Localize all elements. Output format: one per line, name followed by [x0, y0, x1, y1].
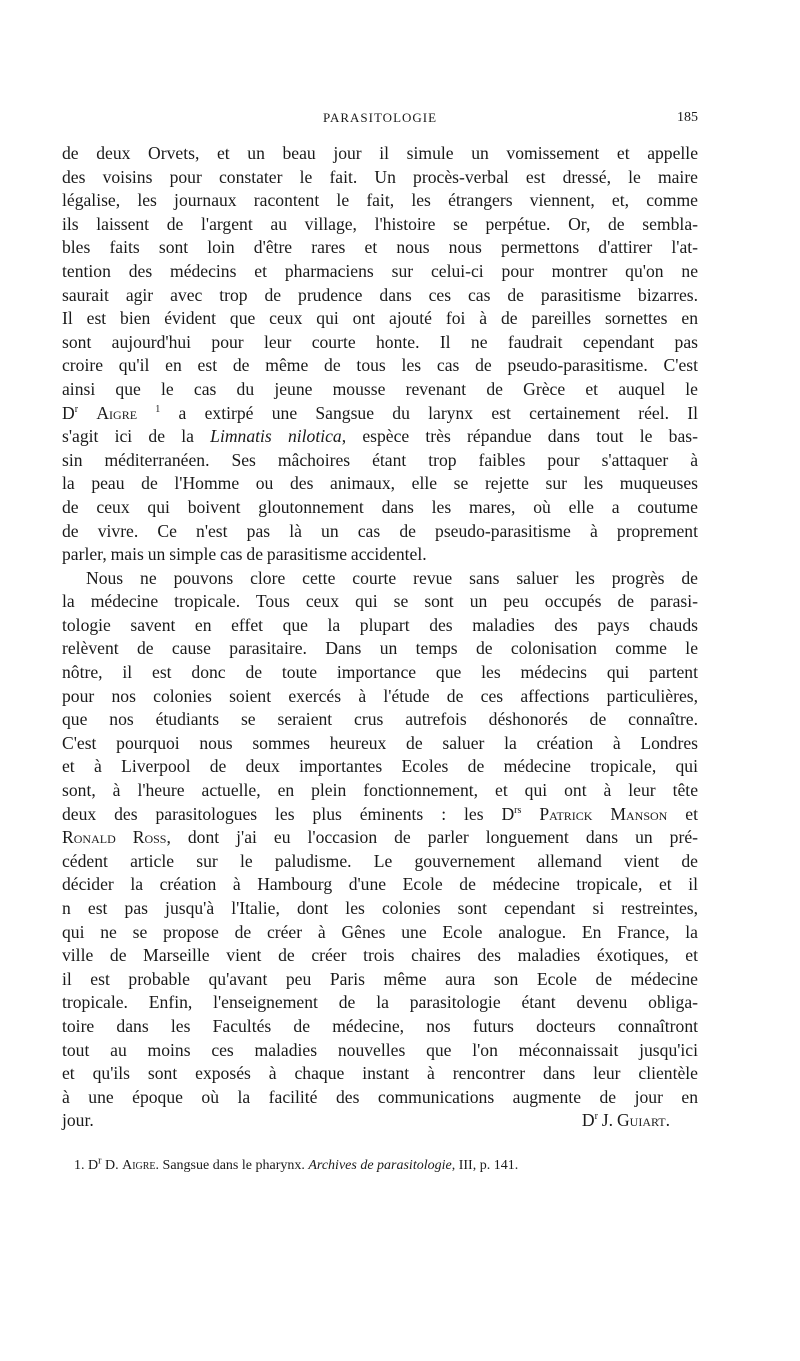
text-line: et qu'ils sont exposés à chaque instant à rencontrer dans leur clientèle	[62, 1063, 698, 1084]
text-line: la médecine tropicale. Tous ceux qui se sont un peu occupés de parasi-	[62, 591, 698, 612]
author-name: Patrick Manson	[539, 803, 668, 824]
text-line: de vivre. Ce n'est pas là un cas de pseudo-parasitisme à proprement	[62, 520, 698, 541]
text-line-limnatis	[62, 425, 698, 449]
article-body	[62, 142, 698, 1133]
species-name: Limnatis nilotica	[210, 426, 342, 447]
title-superscript: r	[594, 1111, 598, 1123]
footnote	[62, 1157, 698, 1175]
text-line-manson	[62, 803, 698, 827]
footnote-text: Sangsue dans le pharynx.	[159, 1157, 309, 1173]
title-prefix: D	[62, 402, 75, 423]
signature	[582, 1109, 670, 1133]
page-number: 185	[677, 110, 698, 125]
title-prefix: D	[84, 1157, 99, 1173]
text-line: parler, mais un simple cas de parasitisme accidentel.	[62, 544, 427, 565]
text-line: Il est bien évident que ceux qui ont ajouté foi à de pareilles sornettes en	[62, 308, 698, 329]
footnote-text: , III, p. 141.	[451, 1157, 519, 1173]
text-line: la peau de l'Homme ou des animaux, elle se rejette sur les muqueuses	[62, 473, 698, 494]
text-line: ville de Marseille vient de créer trois chaires des maladies éxotiques, et	[62, 945, 698, 966]
author-name: Guiart.	[616, 1110, 670, 1131]
text-line: relèvent de cause parasitaire. Dans un temps de colonisation comme le	[62, 638, 698, 659]
text-line-aigre	[62, 402, 698, 426]
title-superscript: r	[74, 403, 79, 415]
journal-title: Archives de parasitologie	[308, 1157, 452, 1173]
title-prefix: D	[581, 1110, 595, 1131]
text-line: tout au moins ces maladies nouvelles que l'on méconnaissait jusqu'ici	[62, 1039, 698, 1060]
text-line: nôtre, il est donc de toute importance que les médecins qui partent	[62, 662, 698, 683]
text-line: décider la création à Hambourg d'une Ecole de médecine tropicale, et il	[62, 874, 698, 895]
text-line: pour nos colonies soient exercés à l'étude de ces affections particulières,	[62, 685, 698, 706]
text-line: légalise, les journaux racontent le fait, les étrangers viennent, et, comme	[62, 190, 698, 211]
text-line: de deux Orvets, et un beau jour il simule un vomissement et appelle	[62, 143, 698, 163]
text-line: ainsi que le cas du jeune mousse revenant de Grèce et auquel le	[62, 378, 698, 399]
footnote-number: 1.	[74, 1157, 85, 1173]
author-name: Aigre.	[122, 1157, 160, 1173]
text-line: n est pas jusqu'à l'Italie, dont les colonies sont cependant si restreintes,	[62, 898, 698, 918]
text-line: qui ne se propose de créer à Gênes une Ecole analogue. En France, la	[62, 921, 698, 942]
line-text: , dont j'ai eu l'occasion de parler longuement dans un pré-	[166, 827, 698, 848]
text-line: de ceux qui boivent gloutonnement dans les mares, où elle a coutume	[62, 496, 698, 517]
text-line: Nous ne pouvons clore cette courte revue sans saluer les progrès de	[86, 567, 698, 588]
line-text: jour.	[62, 1110, 94, 1131]
line-text: deux des parasitologues les plus éminents : les D	[62, 803, 515, 824]
text-line: bles faits sont loin d'être rares et nous nous permettons d'attirer l'at-	[62, 237, 698, 258]
title-superscript: r	[98, 1155, 102, 1167]
footnote-marker: 1	[155, 403, 161, 415]
text-line: tention des médecins et pharmaciens sur celui-ci pour montrer qu'on ne	[62, 260, 698, 281]
text-line: sin méditerranéen. Ses mâchoires étant trop faibles pour s'attaquer à	[62, 449, 698, 470]
header-title: PARASITOLOGIE	[322, 110, 438, 125]
text-line: saurait agir avec trop de prudence dans ces cas de parasitisme bizarres.	[62, 284, 698, 305]
text-line: C'est pourquoi nous sommes heureux de saluer la création à Londres	[62, 732, 698, 753]
author-initial: J.	[597, 1110, 617, 1131]
text-line: cédent article sur le paludisme. Le gouvernement allemand vient de	[62, 850, 698, 871]
author-name: Ronald Ross	[62, 827, 167, 848]
text-line: croire qu'il en est de même de tous les cas de pseudo-parasitisme. C'est	[62, 355, 698, 376]
text-line: toire dans les Facultés de médecine, nos futurs docteurs connaîtront	[62, 1015, 698, 1036]
text-line: tropicale. Enfin, l'enseignement de la parasitologie étant devenu obliga-	[62, 992, 698, 1013]
line-text: s'agit ici de la	[62, 426, 211, 447]
text-line: et à Liverpool de deux importantes Ecoles de médecine tropicale, qui	[62, 756, 698, 777]
title-superscript: rs	[514, 804, 522, 816]
text-line: sont, à l'heure actuelle, en plein fonctionnement, et qui ont à leur tête	[62, 780, 698, 801]
text-line-ross	[62, 826, 698, 850]
text-line: à une époque où la facilité des communications augmente de jour en	[62, 1086, 698, 1107]
text-line: ils laissent de l'argent au village, l'histoire se perpétue. Or, de sembla-	[62, 213, 698, 234]
text-line: tologie savent en effet que la plupart des maladies des pays chauds	[62, 614, 698, 635]
page	[62, 110, 698, 1175]
text-line-signature	[62, 1109, 698, 1133]
line-text: et	[667, 803, 698, 824]
spacer	[521, 804, 539, 824]
author-initial: D.	[101, 1157, 123, 1173]
line-text: a extirpé une Sangsue du larynx est certainement réel. Il	[160, 402, 699, 423]
text-line: que nos étudiants se seraient crus autrefois déshonorés de connaître.	[62, 709, 698, 730]
text-line: il est probable qu'avant peu Paris même aura son Ecole de médecine	[62, 968, 698, 989]
text-line: des voisins pour constater le fait. Un procès-verbal est dressé, le maire	[62, 166, 698, 187]
author-name: Aigre	[96, 402, 138, 423]
line-text: , espèce très répandue dans tout le bas-	[341, 426, 698, 447]
text-line: sont aujourd'hui pour leur courte honte. Il ne faudrait cependant pas	[62, 331, 698, 352]
running-header	[62, 110, 698, 134]
